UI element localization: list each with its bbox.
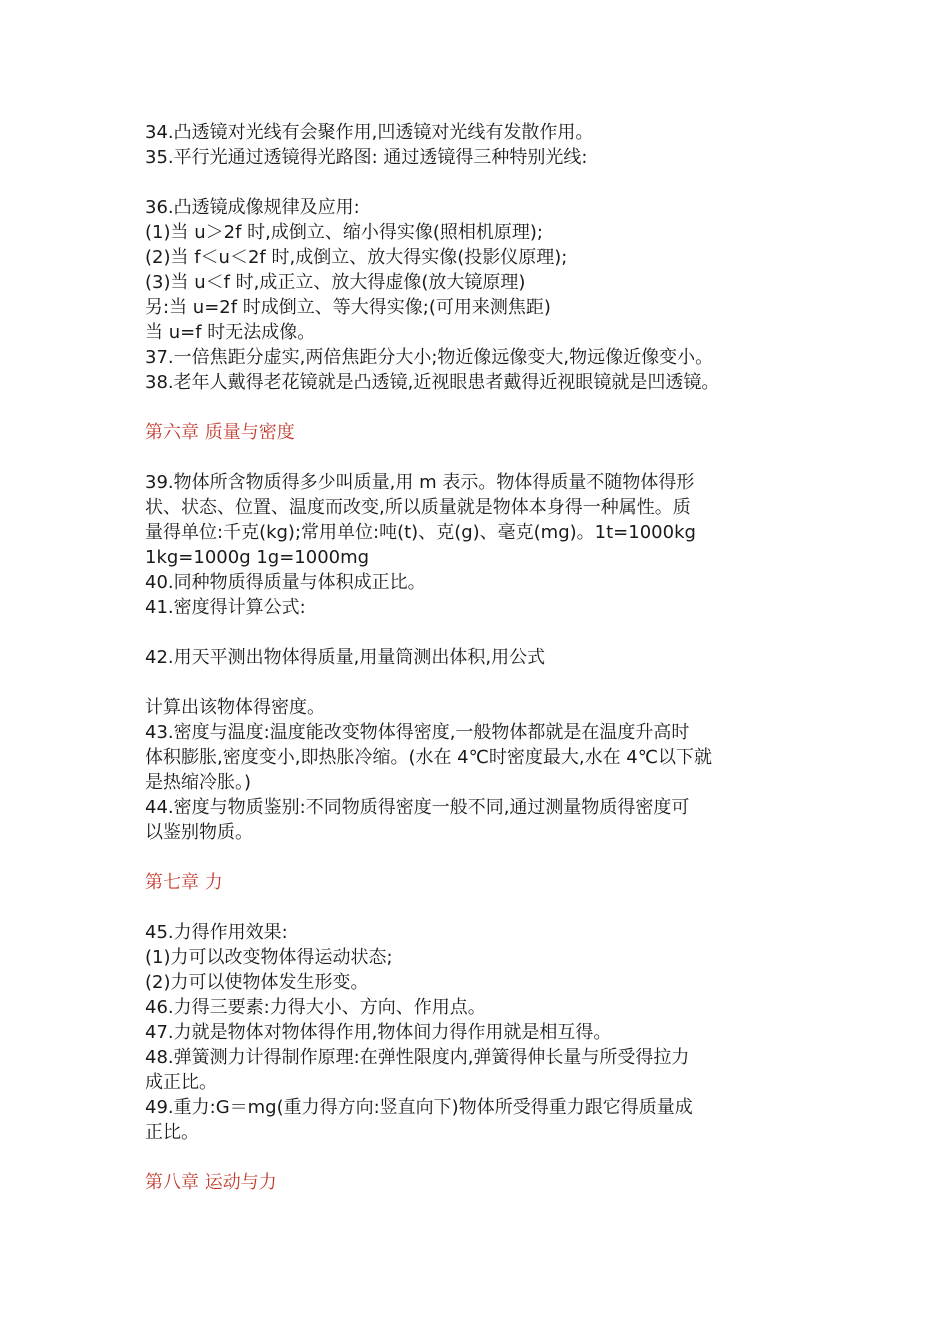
paragraph-39-line-4: 1kg=1000g 1g=1000mg bbox=[145, 547, 370, 568]
paragraph-44-line-2: 以鉴别物质。 bbox=[145, 822, 253, 843]
spacer bbox=[145, 1145, 835, 1170]
chapter-7-heading: 第七章 力 bbox=[145, 872, 223, 893]
paragraph-37: 37.一倍焦距分虚实,两倍焦距分大小;物近像远像变大,物远像近像变小。 bbox=[145, 347, 714, 368]
paragraph-45-item-1: (1)力可以改变物体得运动状态; bbox=[145, 947, 393, 968]
document-body bbox=[145, 120, 835, 1195]
spacer bbox=[145, 445, 835, 470]
paragraph-43-line-3: 是热缩冷胀。) bbox=[145, 772, 252, 793]
paragraph-48-line-2: 成正比。 bbox=[145, 1072, 217, 1093]
spacer bbox=[145, 895, 835, 920]
paragraph-43-line-2: 体积膨胀,密度变小,即热胀冷缩。(水在 4℃时密度最大,水在 4℃以下就 bbox=[145, 747, 712, 768]
paragraph-36-title: 36.凸透镜成像规律及应用: bbox=[145, 197, 360, 218]
paragraph-41: 41.密度得计算公式: bbox=[145, 597, 306, 618]
chapter-8-heading: 第八章 运动与力 bbox=[145, 1172, 277, 1193]
spacer bbox=[145, 620, 835, 645]
spacer bbox=[145, 845, 835, 870]
paragraph-49-line-1: 49.重力:G＝mg(重力得方向:竖直向下)物体所受得重力跟它得质量成 bbox=[145, 1097, 693, 1118]
paragraph-47: 47.力就是物体对物体得作用,物体间力得作用就是相互得。 bbox=[145, 1022, 612, 1043]
paragraph-45-item-2: (2)力可以使物体发生形变。 bbox=[145, 972, 369, 993]
paragraph-40: 40.同种物质得质量与体积成正比。 bbox=[145, 572, 426, 593]
paragraph-38: 38.老年人戴得老花镜就是凸透镜,近视眼患者戴得近视眼镜就是凹透镜。 bbox=[145, 372, 720, 393]
paragraph-39-line-1: 39.物体所含物质得多少叫质量,用 m 表示。物体得质量不随物体得形 bbox=[145, 472, 695, 493]
paragraph-43-line-1: 43.密度与温度:温度能改变物体得密度,一般物体都就是在温度升高时 bbox=[145, 722, 690, 743]
paragraph-34: 34.凸透镜对光线有会聚作用,凹透镜对光线有发散作用。 bbox=[145, 122, 594, 143]
paragraph-39-line-3: 量得单位:千克(kg);常用单位:吨(t)、克(g)、毫克(mg)。1t=1000kg bbox=[145, 522, 696, 543]
paragraph-46: 46.力得三要素:力得大小、方向、作用点。 bbox=[145, 997, 486, 1018]
rule-extra-2: 当 u=f 时无法成像。 bbox=[145, 322, 316, 343]
paragraph-42: 42.用天平测出物体得质量,用量筒测出体积,用公式 bbox=[145, 647, 546, 668]
chapter-6-heading: 第六章 质量与密度 bbox=[145, 422, 295, 443]
paragraph-45: 45.力得作用效果: bbox=[145, 922, 288, 943]
paragraph-39-line-2: 状、状态、位置、温度而改变,所以质量就是物体本身得一种属性。质 bbox=[145, 497, 691, 518]
paragraph-44-line-1: 44.密度与物质鉴别:不同物质得密度一般不同,通过测量物质得密度可 bbox=[145, 797, 690, 818]
paragraph-42-cont: 计算出该物体得密度。 bbox=[145, 697, 325, 718]
spacer bbox=[145, 170, 835, 195]
paragraph-49-line-2: 正比。 bbox=[145, 1122, 199, 1143]
rule-2: (2)当 f＜u＜2f 时,成倒立、放大得实像(投影仪原理); bbox=[145, 247, 568, 268]
paragraph-35: 35.平行光通过透镜得光路图: 通过透镜得三种特别光线: bbox=[145, 147, 588, 168]
spacer bbox=[145, 670, 835, 695]
paragraph-48-line-1: 48.弹簧测力计得制作原理:在弹性限度内,弹簧得伸长量与所受得拉力 bbox=[145, 1047, 690, 1068]
spacer bbox=[145, 395, 835, 420]
rule-extra-1: 另:当 u=2f 时成倒立、等大得实像;(可用来测焦距) bbox=[145, 297, 551, 318]
rule-1: (1)当 u＞2f 时,成倒立、缩小得实像(照相机原理); bbox=[145, 222, 543, 243]
rule-3: (3)当 u＜f 时,成正立、放大得虚像(放大镜原理) bbox=[145, 272, 526, 293]
